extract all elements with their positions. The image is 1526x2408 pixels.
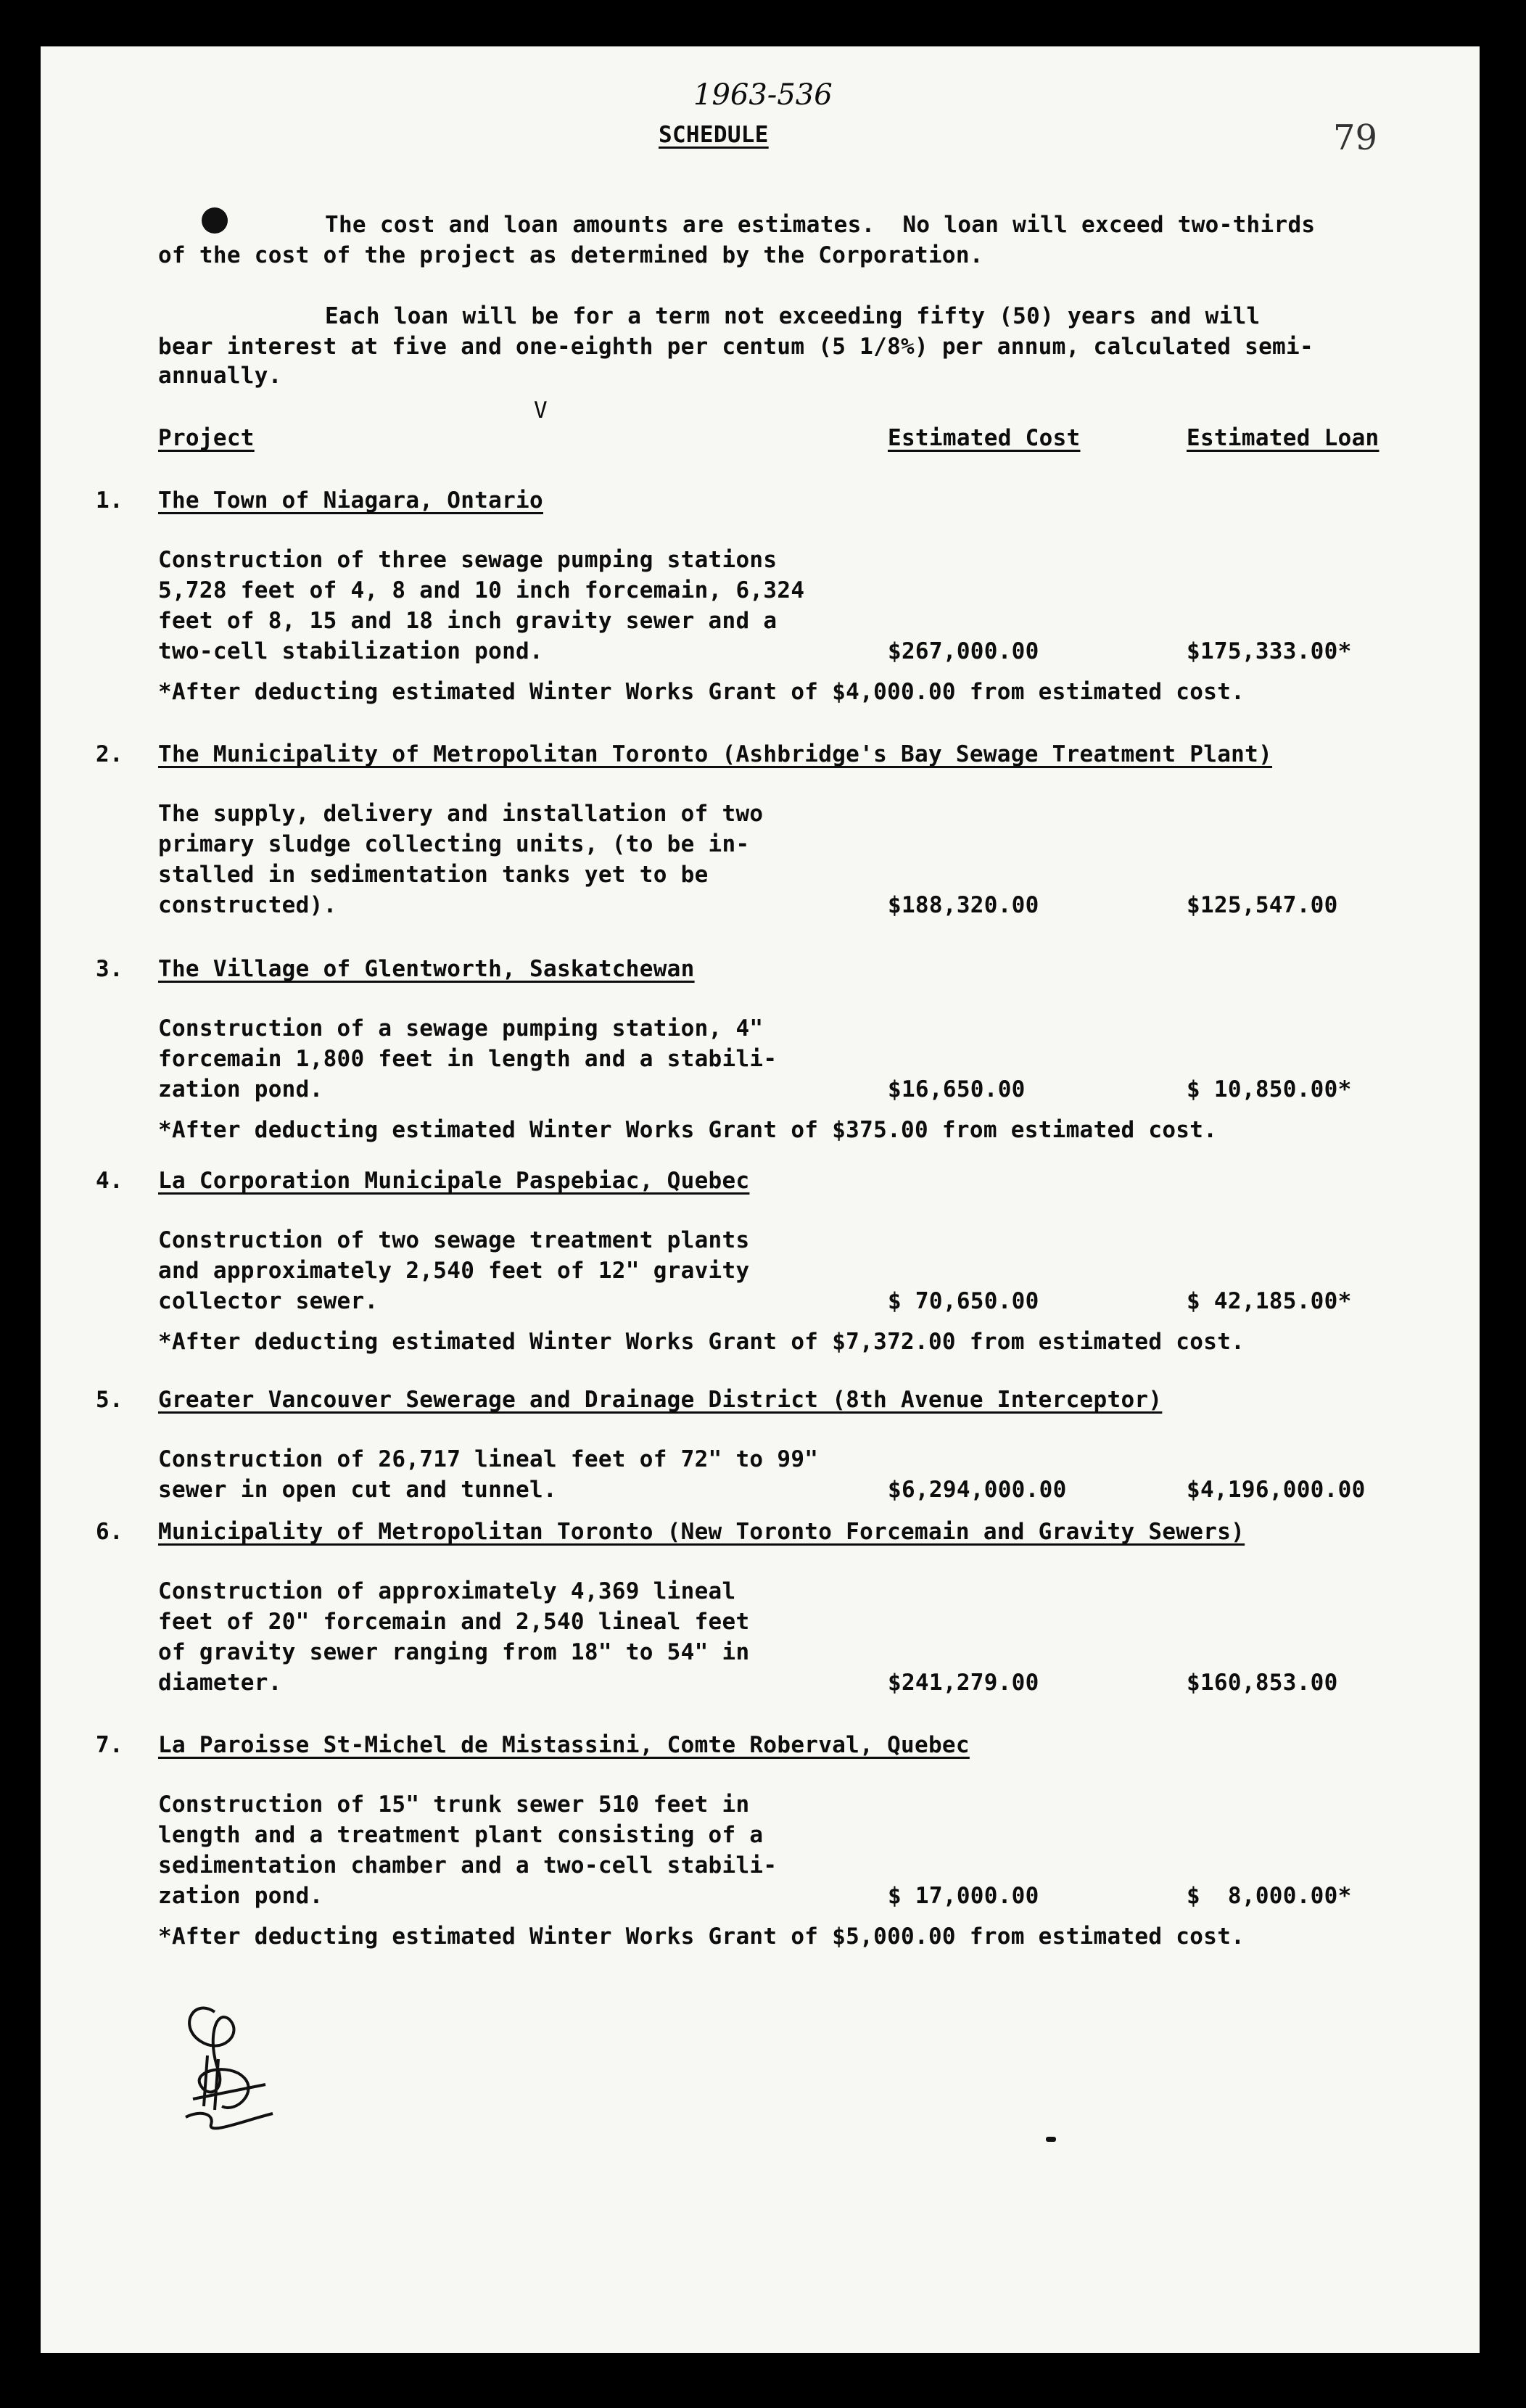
project-description-line: of gravity sewer ranging from 18" to 54" in: [158, 1639, 750, 1665]
intro-para1-line2: of the cost of the project as determined by the Corporation.: [158, 242, 983, 268]
project-description-line: sewer in open cut and tunnel.: [158, 1477, 557, 1503]
project-title: Greater Vancouver Sewerage and Drainage District (8th Avenue Interceptor): [158, 1387, 1163, 1413]
project-description-line: feet of 8, 15 and 18 inch gravity sewer and a: [158, 608, 778, 634]
punch-hole-mark: [202, 207, 228, 234]
project-description-line: Construction of approximately 4,369 lineal: [158, 1578, 736, 1604]
estimated-cost-value: $16,650.00: [888, 1076, 1026, 1102]
intro-para2-line3: annually.: [158, 363, 282, 389]
project-description-line: length and a treatment plant consisting of a: [158, 1822, 764, 1848]
project-description-line: Construction of two sewage treatment plants: [158, 1227, 750, 1253]
estimated-loan-value: $ 42,185.00*: [1187, 1288, 1352, 1314]
handwritten-reference: 1963-536: [693, 78, 833, 112]
project-number: 3.: [96, 956, 123, 982]
project-description-line: zation pond.: [158, 1076, 323, 1102]
page-number: 79: [1333, 117, 1378, 158]
project-description-line: stalled in sedimentation tanks yet to be: [158, 862, 709, 888]
project-number: 4.: [96, 1168, 123, 1194]
estimated-cost-value: $ 70,650.00: [888, 1288, 1039, 1314]
project-description-line: two-cell stabilization pond.: [158, 638, 543, 664]
project-title: The Village of Glentworth, Saskatchewan: [158, 956, 695, 982]
project-description-line: and approximately 2,540 feet of 12" gravity: [158, 1258, 750, 1284]
schedule-title: SCHEDULE: [659, 122, 769, 148]
estimated-cost-value: $267,000.00: [888, 638, 1039, 664]
handwritten-signature: [164, 1990, 309, 2150]
estimated-loan-value: $4,196,000.00: [1187, 1477, 1366, 1503]
estimated-loan-value: $ 8,000.00*: [1187, 1883, 1352, 1909]
project-number: 2.: [96, 741, 123, 767]
column-header-estimated-loan: Estimated Loan: [1187, 425, 1379, 451]
project-number: 1.: [96, 487, 123, 514]
ink-speck: [1046, 2137, 1056, 2142]
project-title: La Corporation Municipale Paspebiac, Quebec: [158, 1168, 750, 1194]
estimated-loan-value: $175,333.00*: [1187, 638, 1352, 664]
estimated-loan-value: $160,853.00: [1187, 1670, 1338, 1696]
estimated-cost-value: $ 17,000.00: [888, 1883, 1039, 1909]
column-header-project: Project: [158, 425, 255, 451]
estimated-cost-value: $6,294,000.00: [888, 1477, 1067, 1503]
project-number: 6.: [96, 1519, 123, 1545]
project-description-line: zation pond.: [158, 1883, 323, 1909]
project-description-line: forcemain 1,800 feet in length and a stabili-: [158, 1046, 778, 1072]
project-description-line: feet of 20" forcemain and 2,540 lineal feet: [158, 1609, 750, 1635]
estimated-loan-value: $ 10,850.00*: [1187, 1076, 1352, 1102]
project-title: Municipality of Metropolitan Toronto (New Toronto Forcemain and Gravity Sewers): [158, 1519, 1245, 1545]
project-description-line: diameter.: [158, 1670, 282, 1696]
project-title: La Paroisse St-Michel de Mistassini, Comte Roberval, Quebec: [158, 1732, 970, 1758]
project-description-line: 5,728 feet of 4, 8 and 10 inch forcemain, 6,324: [158, 577, 805, 603]
project-description-line: Construction of a sewage pumping station, 4": [158, 1015, 764, 1042]
winter-works-grant-note: *After deducting estimated Winter Works Grant of $4,000.00 from estimated cost.: [158, 679, 1245, 705]
project-description-line: The supply, delivery and installation of two: [158, 801, 764, 827]
project-description-line: Construction of three sewage pumping stations: [158, 547, 778, 573]
project-description-line: Construction of 26,717 lineal feet of 72" to 99": [158, 1446, 819, 1472]
winter-works-grant-note: *After deducting estimated Winter Works Grant of $7,372.00 from estimated cost.: [158, 1329, 1245, 1355]
project-description-line: sedimentation chamber and a two-cell stabili-: [158, 1852, 778, 1879]
intro-para2-line1: Each loan will be for a term not exceeding fifty (50) years and will: [325, 303, 1261, 329]
project-title: The Municipality of Metropolitan Toronto (Ashbridge's Bay Sewage Treatment Plant): [158, 741, 1273, 767]
project-description-line: primary sludge collecting units, (to be in-: [158, 831, 750, 857]
estimated-cost-value: $188,320.00: [888, 892, 1039, 918]
project-description-line: Construction of 15" trunk sewer 510 feet in: [158, 1791, 750, 1818]
winter-works-grant-note: *After deducting estimated Winter Works Grant of $5,000.00 from estimated cost.: [158, 1923, 1245, 1950]
intro-para1-line1: The cost and loan amounts are estimates. No loan will exceed two-thirds: [325, 212, 1316, 238]
stray-mark: V: [534, 397, 548, 424]
project-title: The Town of Niagara, Ontario: [158, 487, 543, 514]
winter-works-grant-note: *After deducting estimated Winter Works Grant of $375.00 from estimated cost.: [158, 1117, 1218, 1143]
project-number: 7.: [96, 1732, 123, 1758]
estimated-cost-value: $241,279.00: [888, 1670, 1039, 1696]
project-description-line: collector sewer.: [158, 1288, 379, 1314]
column-header-estimated-cost: Estimated Cost: [888, 425, 1081, 451]
project-number: 5.: [96, 1387, 123, 1413]
estimated-loan-value: $125,547.00: [1187, 892, 1338, 918]
document-page: [41, 46, 1480, 2353]
intro-para2-line2: bear interest at five and one-eighth per centum (5 1/8%) per annum, calculated semi-: [158, 334, 1313, 360]
project-description-line: constructed).: [158, 892, 337, 918]
